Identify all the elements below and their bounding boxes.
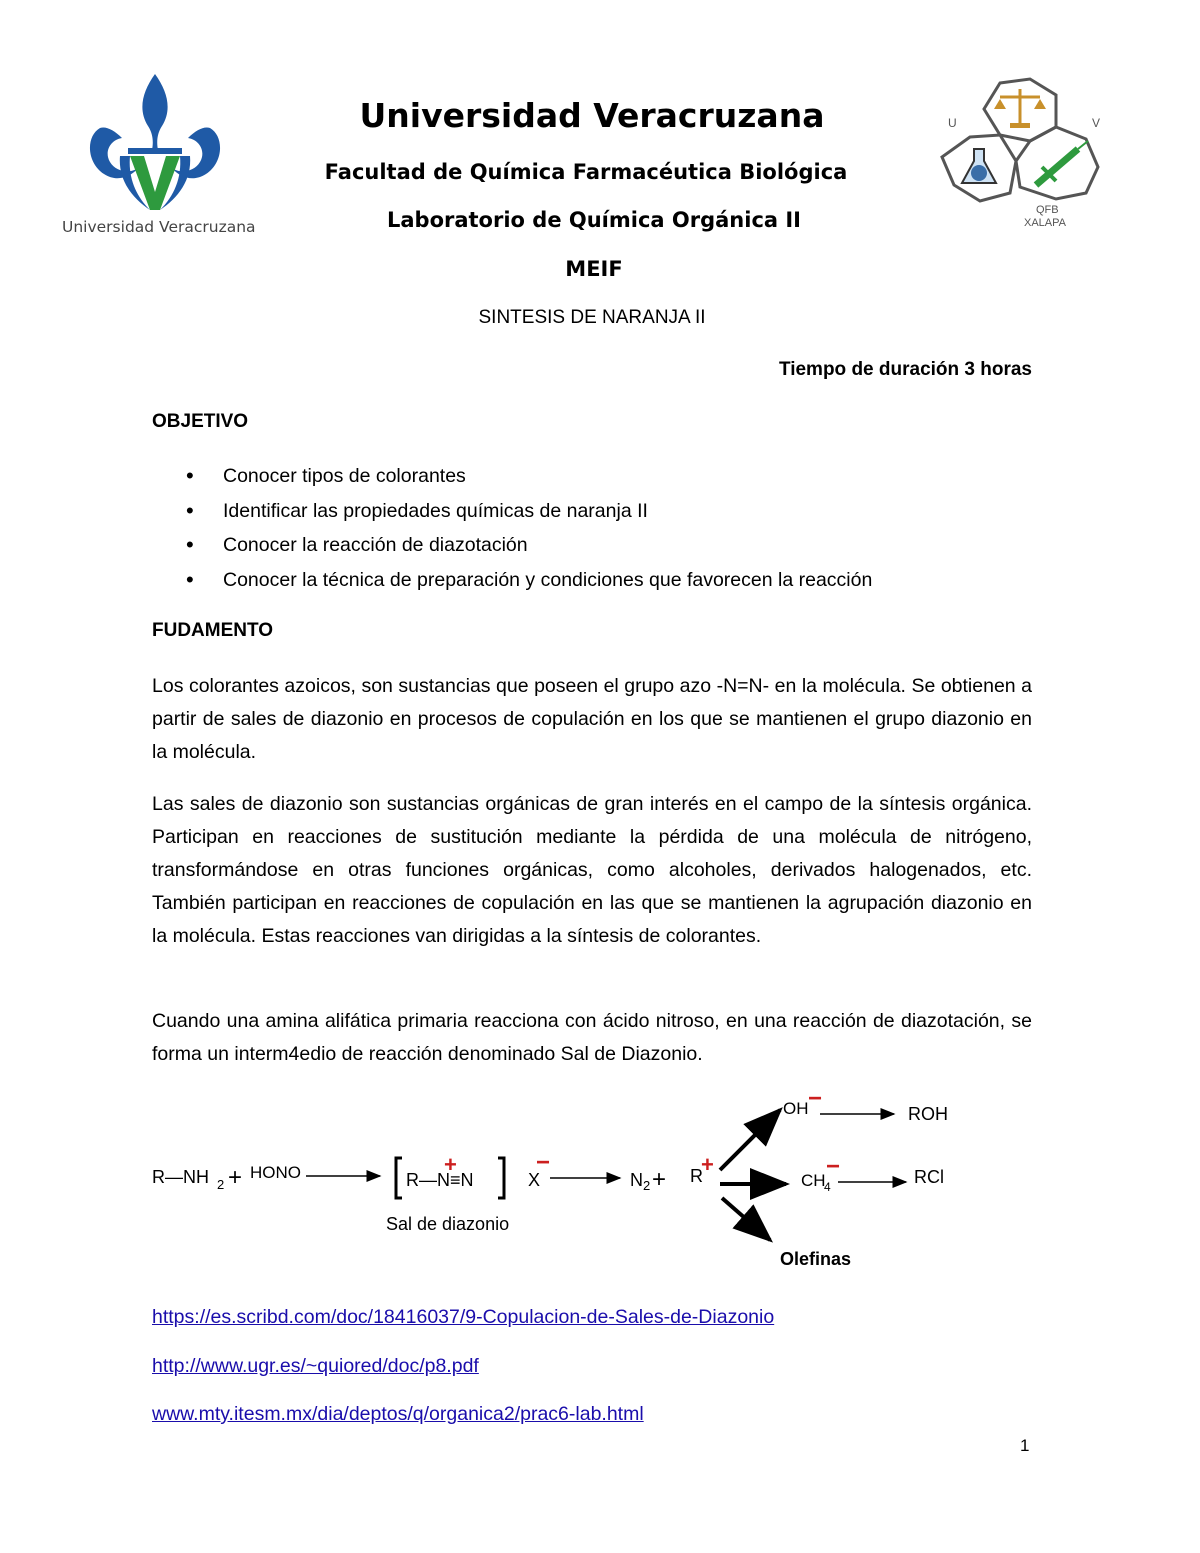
diazonium-charge: +: [444, 1152, 457, 1177]
paragraph-3: Cuando una amina alifática primaria reacciona con ácido nitroso, en una reacción de diazotación, se forma un interm4edio de reacción denominado Sal de Diazonio.: [152, 1010, 1032, 1065]
qfb-label-2: XALAPA: [1024, 217, 1066, 229]
lab-title: Laboratorio de Química Orgánica II: [386, 208, 801, 232]
list-item: • Conocer la reacción de diazotación: [152, 529, 872, 564]
cation-label: R: [690, 1166, 703, 1186]
right-bracket: [498, 1158, 504, 1198]
arrow-to-olefinas: [722, 1198, 770, 1240]
qfb-label-1: QFB: [1036, 204, 1059, 216]
oh-label: OH: [783, 1099, 809, 1118]
reference-link-2[interactable]: http://www.ugr.es/~quiored/doc/p8.pdf: [152, 1355, 479, 1377]
practice-title: SINTESIS DE NARANJA II: [478, 307, 706, 328]
uv-logo-caption: Universidad Veracruzana: [62, 218, 256, 236]
ch4-charge: −: [826, 1153, 841, 1180]
university-title: Universidad Veracruzana: [359, 96, 825, 135]
faculty-title: Facultad de Química Farmacéutica Biológica: [324, 160, 848, 184]
rcl-label: RCl: [914, 1167, 944, 1187]
hono-label: HONO: [250, 1163, 301, 1182]
qfb-right-letter: V: [1092, 116, 1101, 130]
fundamento-heading: FUDAMENTO: [152, 620, 274, 641]
amine-subscript: 2: [217, 1177, 225, 1192]
arrow-to-oh: [720, 1110, 780, 1170]
list-item: • Conocer la técnica de preparación y condiciones que favorecen la reacción: [152, 564, 872, 599]
list-item: • Identificar las propiedades químicas de naranja II: [152, 495, 872, 530]
ch4-label: CH: [801, 1171, 826, 1190]
n2-subscript: 2: [643, 1178, 651, 1193]
reaction-scheme: [140, 1090, 1020, 1280]
program-title: MEIF: [565, 257, 623, 281]
roh-label: ROH: [908, 1104, 948, 1124]
paragraph-1: Los colorantes azoicos, son sustancias que poseen el grupo azo -N=N- en la molécula. Se obtienen a partir de sales de diazonio en procesos de copulación en los que se mantienen el grupo diazonio en la molécula.: [152, 675, 1032, 763]
ch4-subscript: 4: [824, 1180, 831, 1194]
diazonium-label: R—N≡N: [406, 1170, 474, 1190]
n2-label: N: [630, 1170, 643, 1190]
reference-link-3[interactable]: www.mty.itesm.mx/dia/deptos/q/organica2/prac6-lab.html: [152, 1403, 644, 1425]
duration-label: Tiempo de duración 3 horas: [778, 359, 1032, 380]
list-item: • Conocer tipos de colorantes: [152, 460, 872, 495]
plus-sign: +: [228, 1164, 243, 1191]
amine-label: R—NH: [152, 1167, 209, 1187]
cation-charge: +: [701, 1152, 714, 1177]
sal-label: Sal de diazonio: [386, 1214, 510, 1234]
x-ion-label: X: [528, 1170, 541, 1190]
qfb-left-letter: U: [948, 116, 957, 130]
left-bracket: [396, 1158, 402, 1198]
objetivo-list: [152, 460, 872, 598]
plus-sign-2: +: [652, 1166, 667, 1193]
reference-link-1[interactable]: https://es.scribd.com/doc/18416037/9-Copulacion-de-Sales-de-Diazonio: [152, 1306, 775, 1328]
olefinas-label: Olefinas: [780, 1249, 852, 1269]
x-ion-charge: −: [536, 1149, 551, 1176]
objetivo-heading: OBJETIVO: [152, 411, 249, 432]
page-number: 1: [1020, 1436, 1030, 1455]
oh-charge: −: [808, 1090, 823, 1112]
paragraph-2: Las sales de diazonio son sustancias orgánicas de gran interés en el campo de la síntesis orgánica. Participan en reacciones de sustitución mediante la pérdida de una molécula de nitrógeno, transformándose en otras funciones orgánicas, como alcoholes, derivados halogenados, etc. También participan en reacciones de copulación en las que se mantienen la agrupación diazonio en la molécula. Estas reacciones van dirigidas a la síntesis de colorantes.: [152, 793, 1032, 947]
